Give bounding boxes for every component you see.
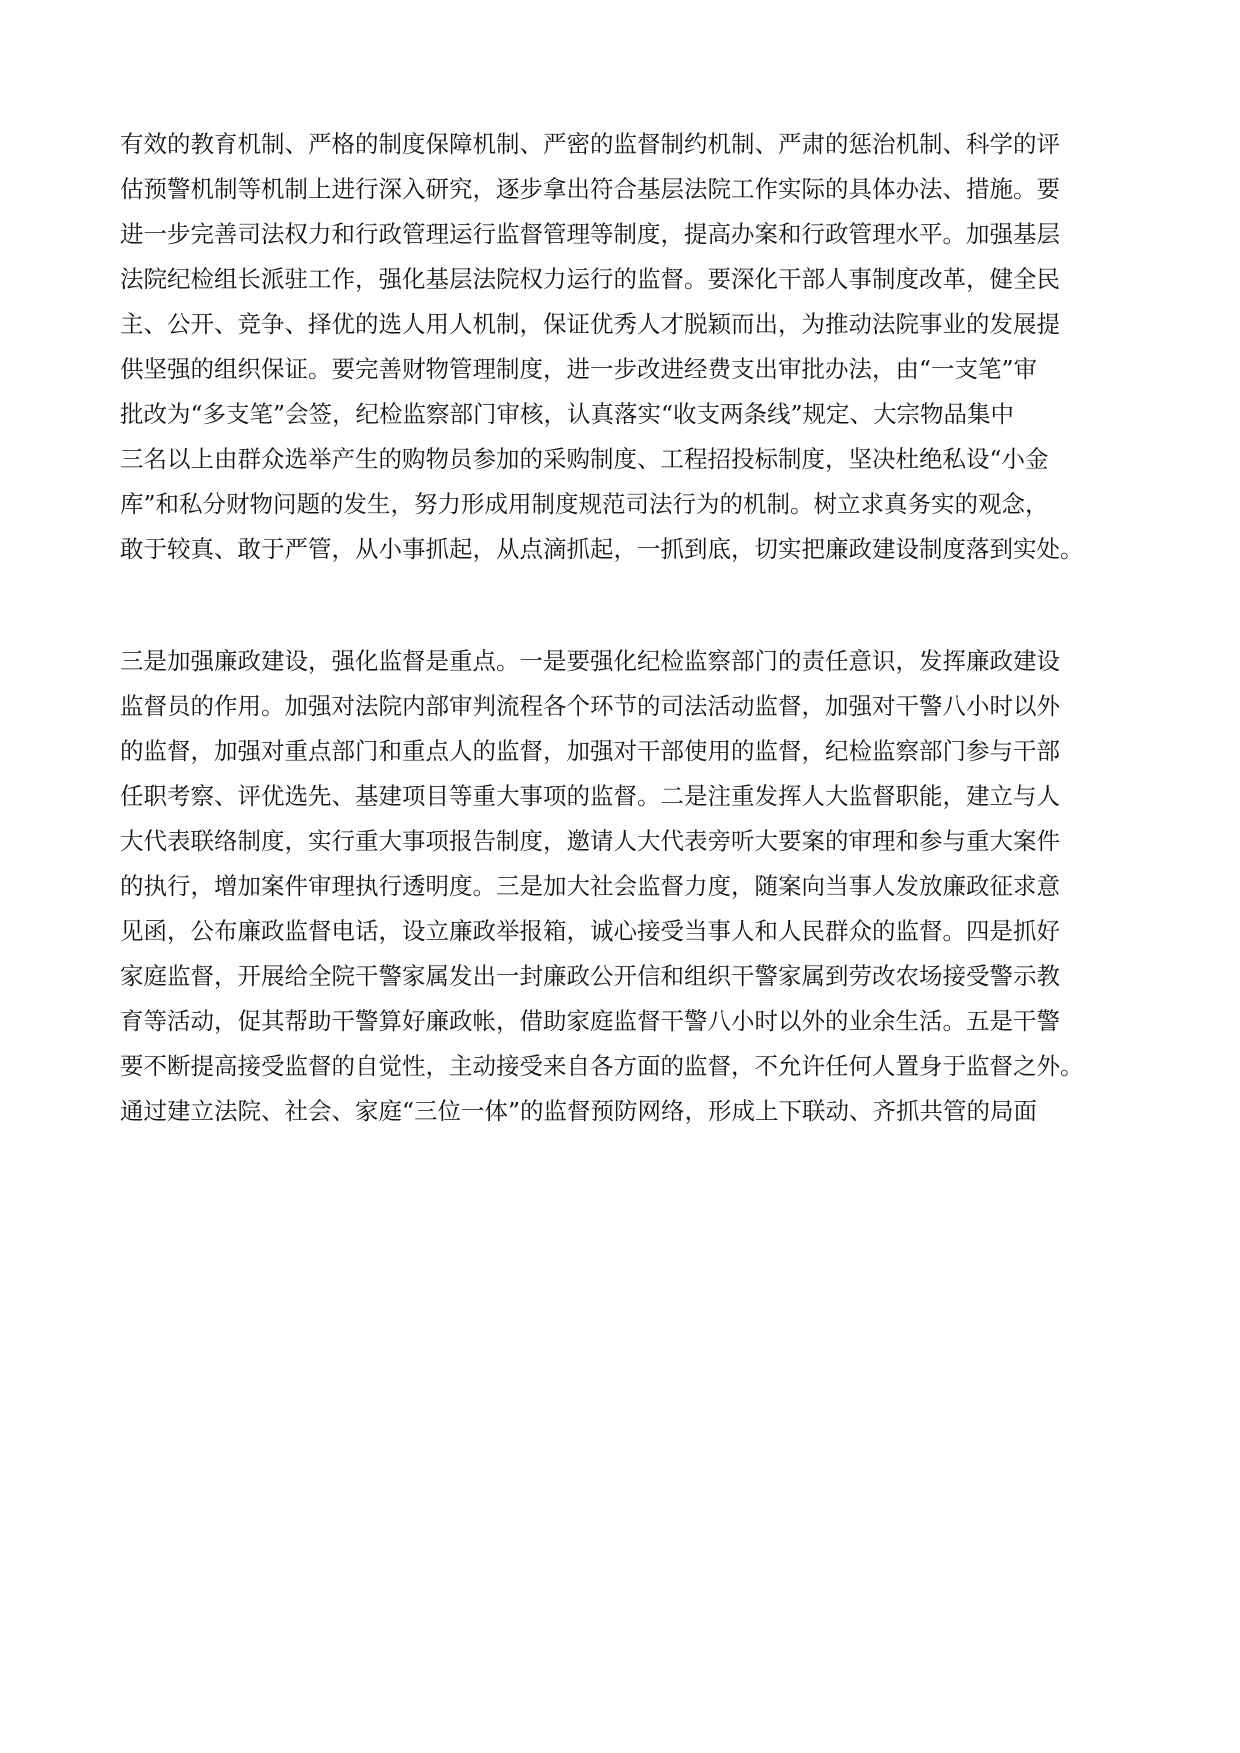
text-line: 通过建立法院、社会、家庭“三位一体”的监督预防网络，形成上下联动、齐抓共管的局面 bbox=[120, 1097, 1038, 1125]
text-line: 见函，公布廉政监督电话，设立廉政举报箱，诚心接受当事人和人民群众的监督。四是抓好 bbox=[120, 917, 1060, 945]
text-line: 育等活动，促其帮助干警算好廉政帐，借助家庭监督干警八小时以外的业余生活。五是干警 bbox=[120, 1007, 1060, 1035]
text-line: 家庭监督，开展给全院干警家属发出一封廉政公开信和组织干警家属到劳改农场接受警示教 bbox=[120, 962, 1060, 990]
text-line: 估预警机制等机制上进行深入研究，逐步拿出符合基层法院工作实际的具体办法、措施。要 bbox=[120, 175, 1060, 203]
text-line: 法院纪检组长派驻工作，强化基层法院权力运行的监督。要深化干部人事制度改革，健全民 bbox=[120, 265, 1060, 293]
paragraph-supervision-focus bbox=[120, 639, 1130, 1134]
paragraph-institutional-mechanisms bbox=[120, 122, 1130, 572]
text-line: 监督员的作用。加强对法院内部审判流程各个环节的司法活动监督，加强对干警八小时以外 bbox=[120, 692, 1060, 720]
text-line: 任职考察、评优选先、基建项目等重大事项的监督。二是注重发挥人大监督职能，建立与人 bbox=[120, 782, 1060, 810]
text-line: 三是加强廉政建设，强化监督是重点。一是要强化纪检监察部门的责任意识，发挥廉政建设 bbox=[120, 647, 1060, 675]
text-line: 批改为“多支笔”会签，纪检监察部门审核，认真落实“收支两条线”规定、大宗物品集中 bbox=[120, 400, 1015, 428]
text-line: 大代表联络制度，实行重大事项报告制度，邀请人大代表旁听大要案的审理和参与重大案件 bbox=[120, 827, 1060, 855]
text-line: 库”和私分财物问题的发生，努力形成用制度规范司法行为的机制。树立求真务实的观念， bbox=[120, 490, 1049, 518]
text-line: 的执行，增加案件审理执行透明度。三是加大社会监督力度，随案向当事人发放廉政征求意 bbox=[120, 872, 1060, 900]
text-line: 有效的教育机制、严格的制度保障机制、严密的监督制约机制、严肃的惩治机制、科学的评 bbox=[120, 130, 1060, 158]
text-line: 的监督，加强对重点部门和重点人的监督，加强对干部使用的监督，纪检监察部门参与干部 bbox=[120, 737, 1060, 765]
text-line: 敢于较真、敢于严管，从小事抓起，从点滴抓起，一抓到底，切实把廉政建设制度落到实处。 bbox=[120, 535, 1084, 563]
text-line: 三名以上由群众选举产生的购物员参加的采购制度、工程招投标制度，坚决杜绝私设“小金 bbox=[120, 445, 1049, 473]
text-line: 进一步完善司法权力和行政管理运行监督管理等制度，提高办案和行政管理水平。加强基层 bbox=[120, 220, 1060, 248]
text-line: 要不断提高接受监督的自觉性，主动接受来自各方面的监督，不允许任何人置身于监督之外。 bbox=[120, 1052, 1084, 1080]
text-line: 供坚强的组织保证。要完善财物管理制度，进一步改进经费支出审批办法，由“一支笔”审 bbox=[120, 355, 1038, 383]
text-line: 主、公开、竞争、择优的选人用人机制，保证优秀人才脱颖而出，为推动法院事业的发展提 bbox=[120, 310, 1060, 338]
